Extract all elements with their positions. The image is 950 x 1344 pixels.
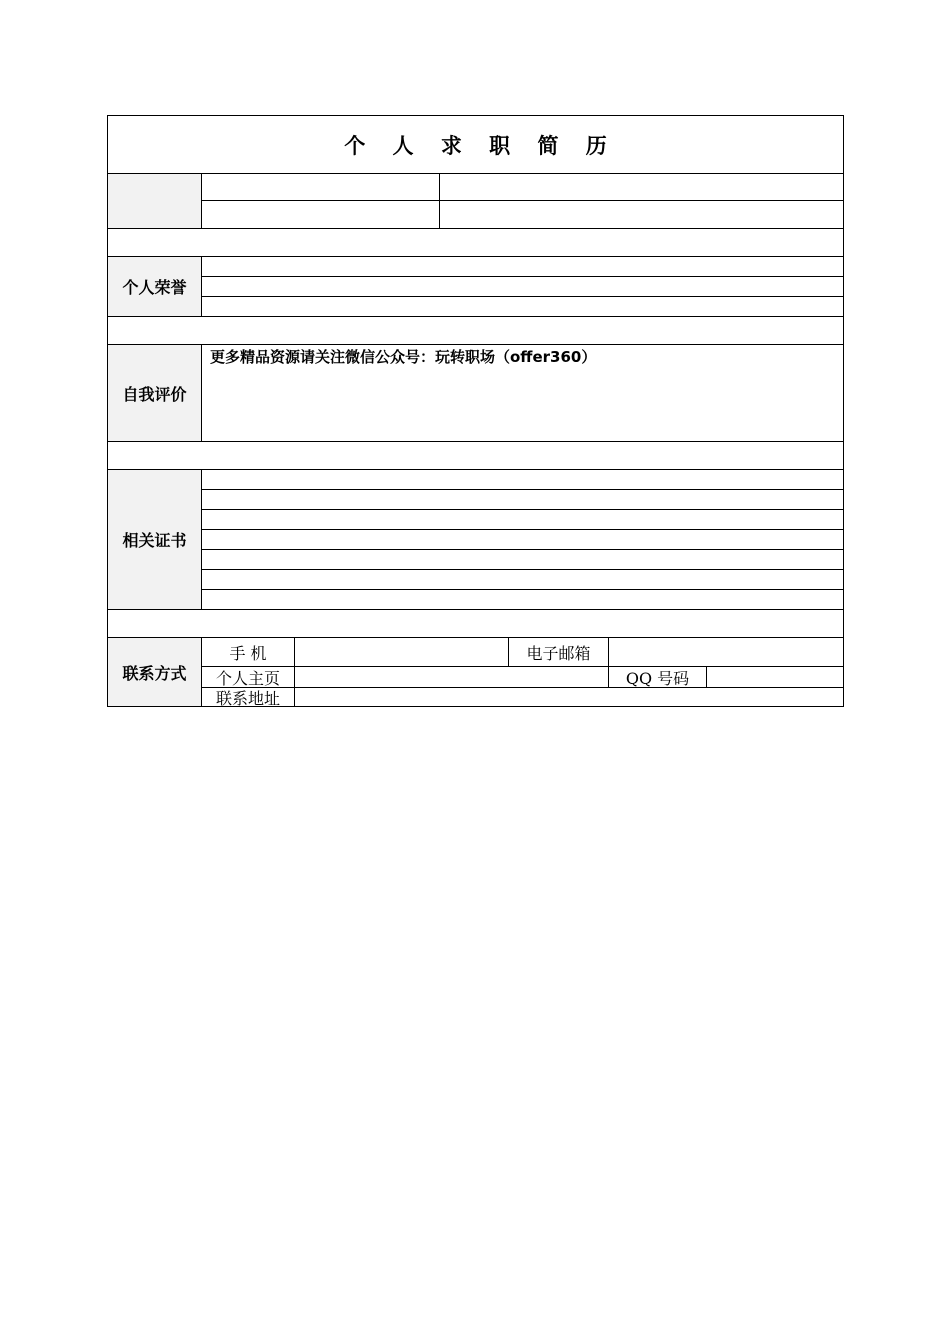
divider: [201, 666, 843, 667]
divider: [108, 609, 843, 610]
divider: [201, 589, 843, 590]
homepage-label: 个人主页: [215, 668, 280, 688]
divider: [201, 200, 843, 201]
divider: [201, 256, 202, 316]
divider: [108, 316, 843, 317]
divider: [108, 256, 843, 257]
photo-cell: [108, 174, 201, 228]
phone-label: 手 机: [229, 643, 267, 663]
divider: [201, 296, 843, 297]
resume-title: 个 人 求 职 简 历: [344, 132, 617, 158]
certificates-label: 相关证书: [122, 531, 187, 550]
divider: [201, 509, 843, 510]
divider: [108, 441, 843, 442]
divider: [294, 637, 295, 706]
self-eval-text: 更多精品资源请关注微信公众号：玩转职场（offer360）: [210, 348, 597, 366]
email-label: 电子邮箱: [526, 643, 591, 663]
divider: [201, 276, 843, 277]
address-label: 联系地址: [215, 688, 280, 708]
divider: [108, 173, 843, 174]
self-eval-label: 自我评价: [122, 384, 187, 404]
divider: [108, 469, 843, 470]
resume-table: [107, 115, 844, 707]
divider: [201, 687, 843, 688]
divider: [108, 228, 843, 229]
contact-label: 联系方式: [122, 663, 187, 683]
divider: [201, 344, 202, 441]
divider: [201, 529, 843, 530]
divider: [201, 469, 202, 609]
honors-label: 个人荣誉: [122, 278, 187, 297]
divider: [201, 549, 843, 550]
divider: [201, 489, 843, 490]
divider: [108, 344, 843, 345]
qq-label: QQ 号码: [625, 668, 690, 688]
divider: [201, 569, 843, 570]
divider: [706, 666, 707, 687]
